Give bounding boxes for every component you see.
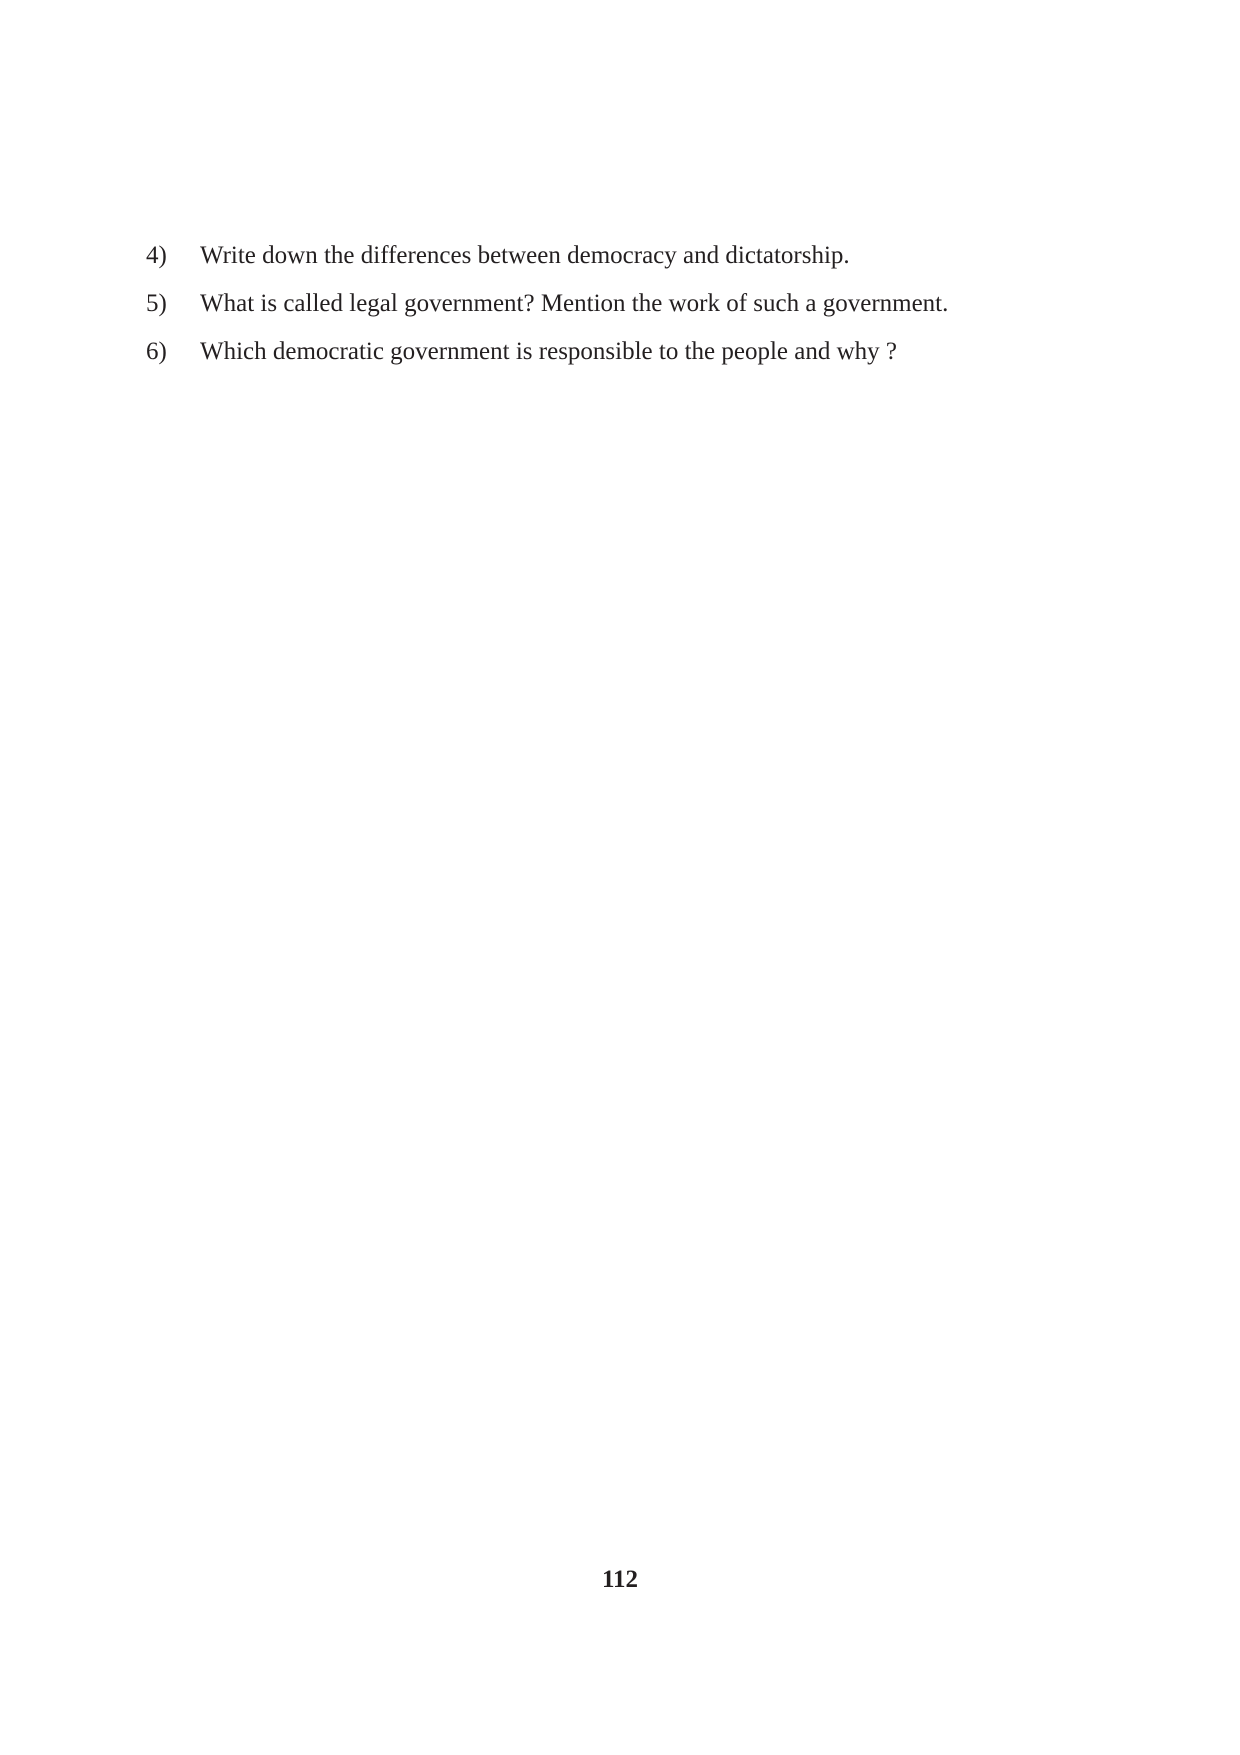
question-item [146, 328, 1146, 376]
question-item [146, 232, 1146, 280]
question-number: 6) [146, 338, 167, 365]
question-list [146, 232, 1146, 376]
question-number: 5) [146, 290, 167, 317]
question-text: Write down the differences between democracy and dictatorship. [200, 242, 850, 269]
page-number: 112 [601, 1566, 639, 1593]
question-text: What is called legal government? Mention the work of such a government. [200, 290, 949, 317]
question-item [146, 280, 1146, 328]
question-number: 4) [146, 242, 167, 269]
question-text: Which democratic government is responsible to the people and why ? [200, 338, 898, 365]
